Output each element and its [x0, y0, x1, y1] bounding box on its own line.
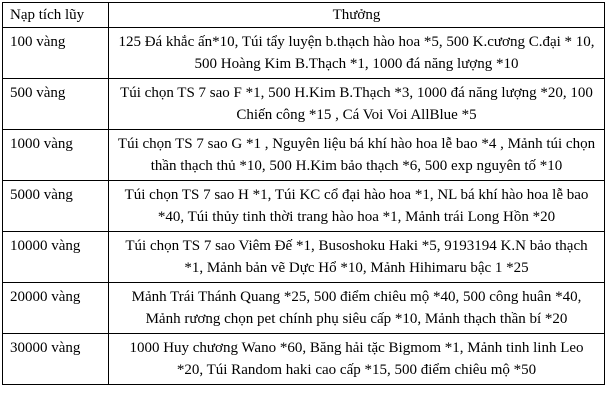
reward-cell: Túi chọn TS 7 sao F *1, 500 H.Kim B.Thạch *3, 1000 đá năng lượng *20, 100 Chiến công *15 , Cá Voi Voi AllBlue *5	[109, 79, 605, 130]
reward-cell: 125 Đá khắc ấn*10, Túi tẩy luyện b.thạch hào hoa *5, 500 K.cương C.đại * 10, 500 Hoàng Kim B.Thạch *1, 1000 đá năng lượng *10	[109, 28, 605, 79]
reward-cell: Mảnh Trái Thánh Quang *25, 500 điểm chiêu mộ *40, 500 công huân *40, Mảnh rương chọn pet chính phụ siêu cấp *10, Mảnh thạch thần bí *20	[109, 283, 605, 334]
amount-cell: 30000 vàng	[3, 334, 109, 385]
reward-table	[2, 2, 605, 385]
table-row	[3, 283, 605, 334]
table-header-row	[3, 3, 605, 28]
amount-cell: 10000 vàng	[3, 232, 109, 283]
header-cumulative-topup: Nạp tích lũy	[3, 3, 109, 28]
table-row	[3, 232, 605, 283]
table-row	[3, 181, 605, 232]
amount-cell: 500 vàng	[3, 79, 109, 130]
amount-cell: 20000 vàng	[3, 283, 109, 334]
amount-cell: 1000 vàng	[3, 130, 109, 181]
reward-cell: 1000 Huy chương Wano *60, Băng hải tặc Bigmom *1, Mảnh tinh linh Leo *20, Túi Random haki cao cấp *15, 500 điểm chiêu mộ *50	[109, 334, 605, 385]
amount-cell: 5000 vàng	[3, 181, 109, 232]
amount-cell: 100 vàng	[3, 28, 109, 79]
table-row	[3, 334, 605, 385]
reward-cell: Túi chọn TS 7 sao H *1, Túi KC cổ đại hào hoa *1, NL bá khí hào hoa lễ bao *40, Túi thủy tinh thời trang hào hoa *1, Mảnh trái Long Hồn *20	[109, 181, 605, 232]
header-reward: Thưởng	[109, 3, 605, 28]
reward-cell: Túi chọn TS 7 sao G *1 , Nguyên liệu bá khí hào hoa lễ bao *4 , Mảnh túi chọn thần thạch thủ *10, 500 H.Kim bảo thạch *6, 500 exp nguyên tố *10	[109, 130, 605, 181]
table-row	[3, 79, 605, 130]
table-row	[3, 130, 605, 181]
reward-cell: Túi chọn TS 7 sao Viêm Đế *1, Busoshoku Haki *5, 9193194 K.N bảo thạch *1, Mảnh bản vẽ Dực Hổ *10, Mảnh Hihimaru bậc 1 *25	[109, 232, 605, 283]
table-row	[3, 28, 605, 79]
